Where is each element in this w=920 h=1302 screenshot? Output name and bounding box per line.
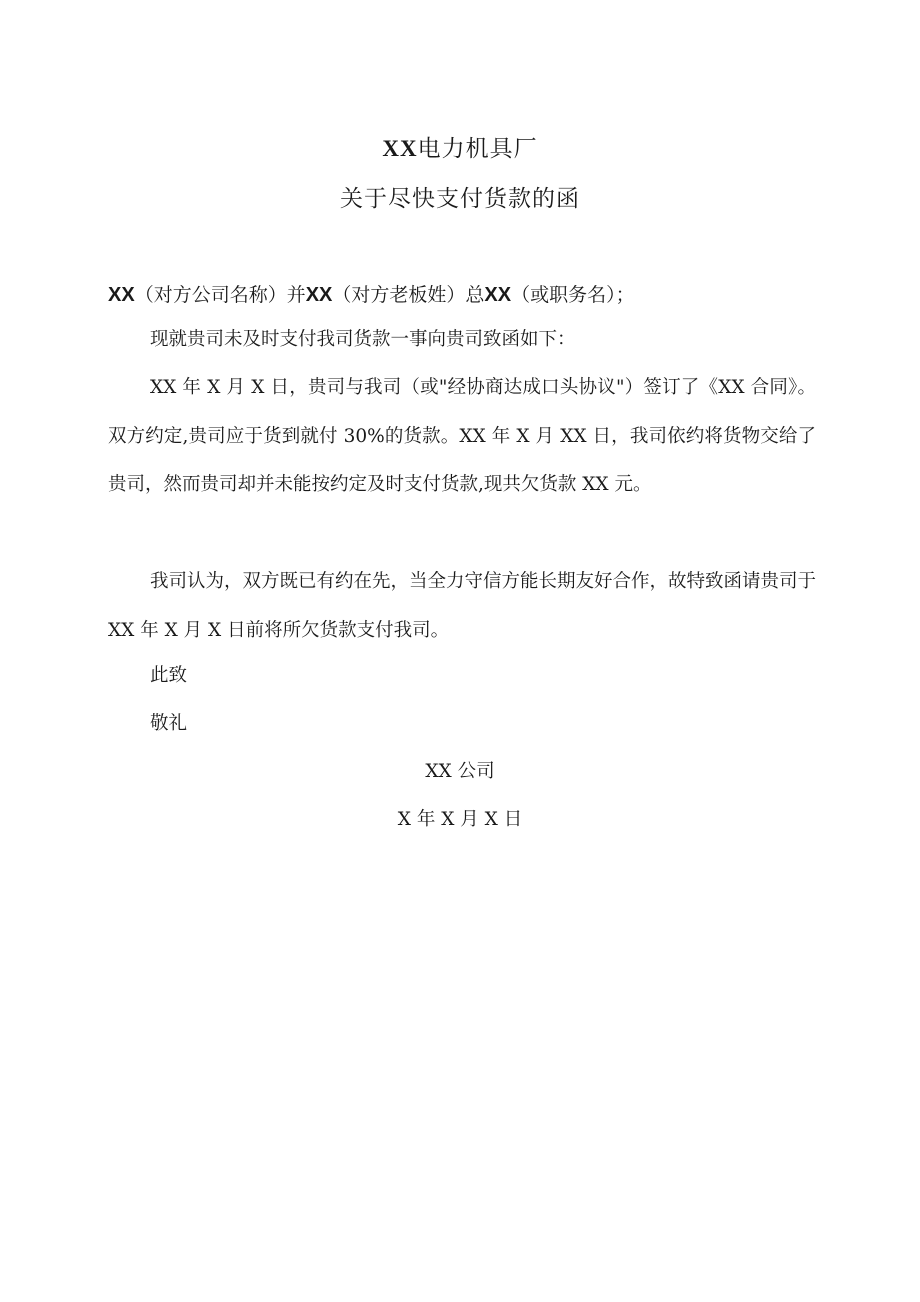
salutation-title-note: （或职务名）； [511, 284, 635, 306]
body-paragraph-intro [108, 316, 816, 365]
paragraph-text: 现就贵司未及时支付我司货款一事向贵司致函如下： [150, 329, 576, 350]
document-subject: 关于尽快支付货款的函 [340, 186, 580, 212]
regards-line: 敬礼 [150, 713, 188, 734]
document-title [0, 130, 920, 163]
title-company-name: 电力机具厂 [417, 136, 538, 162]
salutation-surname-placeholder: XX [305, 284, 333, 306]
closing-line: 此致 [150, 665, 188, 686]
salutation-title-placeholder: XX [484, 284, 512, 306]
signature-company: XX 公司 [425, 761, 495, 782]
body-paragraph-facts [108, 364, 816, 510]
salutation-company-placeholder: XX [108, 284, 135, 306]
title-company-code: XX [382, 136, 418, 161]
salutation-line [108, 280, 635, 307]
paragraph-text: XX 年 X 月 X 日，贵司与我司（或"经协商达成口头协议"）签订了《XX 合同》。双方约定,贵司应于货到就付 30%的货款。XX 年 X 月 XX 日，我司依约将货物交给了贵司，然而贵司却并未能按约定及时支付货款,现共欠货款 XX 元。 [108, 377, 816, 495]
salutation-surname-note: （对方老板姓）总 [332, 284, 485, 306]
signature-date: X 年 X 月 X 日 [397, 809, 523, 830]
paragraph-text: 我司认为，双方既已有约在先，当全力守信方能长期友好合作，故特致函请贵司于 XX 年 X 月 X 日前将所欠货款支付我司。 [108, 571, 817, 641]
body-paragraph-request [108, 558, 816, 655]
salutation-company-note: （对方公司名称）并 [134, 284, 306, 306]
